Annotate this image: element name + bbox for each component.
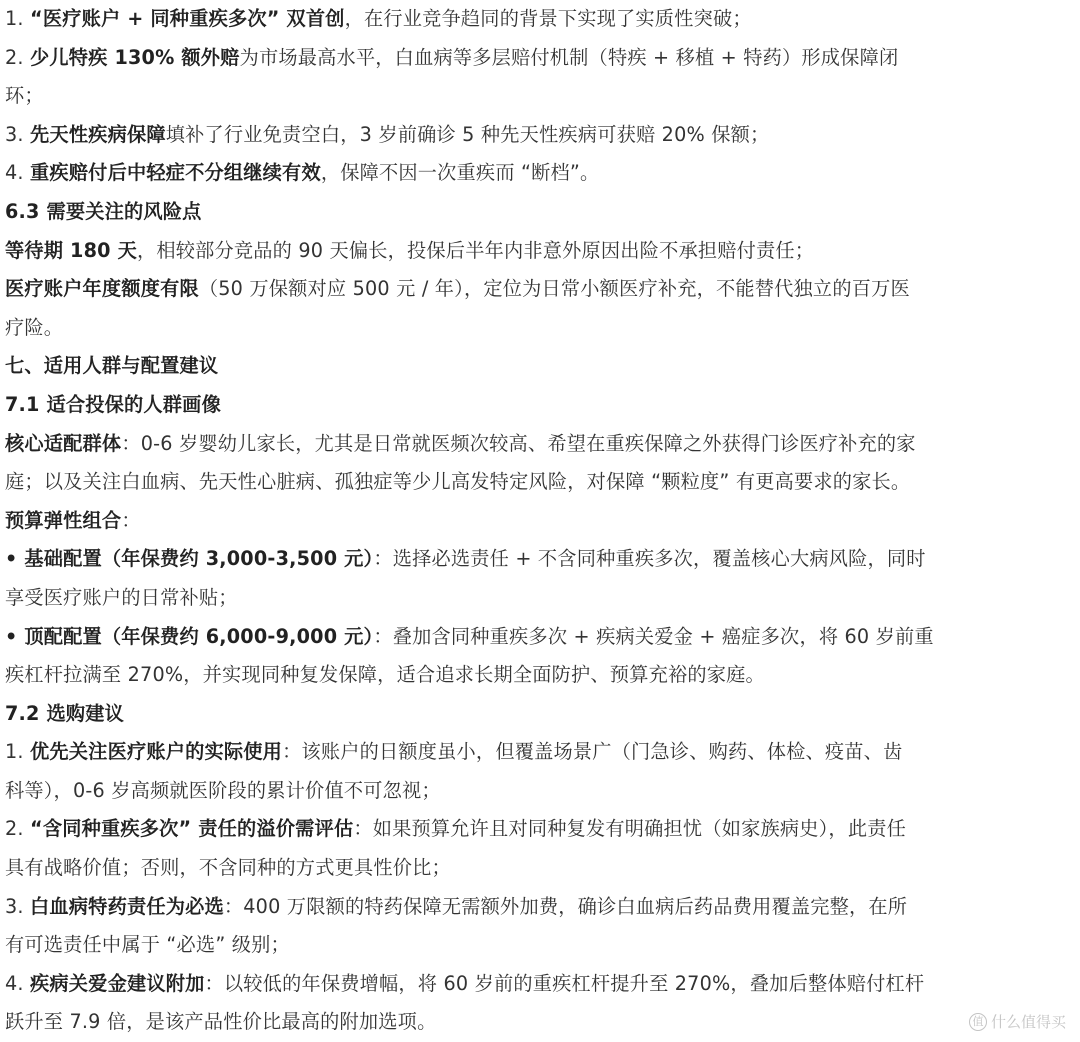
- watermark: [969, 1011, 1066, 1032]
- text-span: 庭；以及关注白血病、先天性心脏病、孤独症等少儿高发特定风险，对保障 “颗粒度” 有更高要求的家长。: [5, 470, 911, 494]
- bold-text: 七、适用人群与配置建议: [5, 354, 219, 378]
- bold-text: 重疾赔付后中轻症不分组继续有效: [30, 161, 321, 185]
- text-span: 环；: [5, 84, 44, 108]
- section-heading: [5, 386, 1045, 425]
- text-line: [5, 232, 1045, 271]
- text-span: 有可选责任中属于 “必选” 级别；: [5, 933, 290, 957]
- bold-text: 7.2 选购建议: [5, 701, 125, 725]
- text-line: [5, 463, 1045, 502]
- text-span: 4.: [5, 161, 31, 185]
- section-heading: [5, 193, 1045, 232]
- text-span: 3.: [5, 894, 31, 918]
- bold-text: • 顶配配置（年保费约 6,000-9,000 元）: [5, 624, 374, 648]
- text-span: 跃升至 7.9 倍，是该产品性价比最高的附加选项。: [5, 1010, 437, 1034]
- bold-text: 先天性疾病保障: [30, 122, 166, 146]
- text-span: ：: [121, 508, 141, 532]
- text-span: 为市场最高水平，白血病等多层赔付机制（特疾 + 移植 + 特药）形成保障闭: [239, 45, 899, 69]
- text-line: [5, 425, 1045, 464]
- text-span: 具有战略价值；否则，不含同种的方式更具性价比；: [5, 856, 451, 880]
- text-span: 疗险。: [5, 315, 64, 339]
- text-span: ：以较低的年保费增幅，将 60 岁前的重疾杠杆提升至 270%，叠加后整体赔付杠杆: [204, 971, 925, 995]
- text-line: [5, 540, 1045, 579]
- text-span: ：如果预算允许且对同种复发有明确担忧（如家族病史），此责任: [353, 817, 906, 841]
- bold-text: 少儿特疾 130% 额外赔: [30, 45, 240, 69]
- text-line: [5, 849, 1045, 888]
- bold-text: 白血病特药责任为必选: [30, 894, 224, 918]
- text-line: [5, 772, 1045, 811]
- bold-text: 优先关注医疗账户的实际使用: [30, 740, 283, 764]
- text-line: [5, 618, 1045, 657]
- text-span: ，在行业竞争趋同的背景下实现了实质性突破；: [344, 7, 752, 30]
- text-line: [5, 77, 1045, 116]
- text-span: 3.: [5, 122, 31, 146]
- text-span: ：叠加含同种重疾多次 + 疾病关爱金 + 癌症多次，将 60 岁前重: [373, 624, 934, 648]
- text-line: [5, 154, 1045, 193]
- bold-text: • 基础配置（年保费约 3,000-3,500 元）: [5, 547, 374, 571]
- text-span: 科等），0-6 岁高频就医阶段的累计价值不可忽视；: [5, 778, 441, 802]
- text-span: 2.: [5, 45, 31, 69]
- text-line: [5, 309, 1045, 348]
- text-span: ：400 万限额的特药保障无需额外加费，确诊白血病后药品费用覆盖完整，在所: [223, 894, 908, 918]
- text-span: （50 万保额对应 500 元 / 年），定位为日常小额医疗补充，不能替代独立的百万医: [198, 277, 910, 301]
- text-line: [5, 39, 1045, 78]
- watermark-text: 什么值得买: [990, 1013, 1066, 1031]
- bold-text: 疾病关爱金建议附加: [30, 971, 205, 995]
- text-span: ：选择必选责任 + 不含同种重疾多次，覆盖核心大病风险，同时: [373, 547, 926, 571]
- text-line: [5, 502, 1045, 541]
- text-line: [5, 888, 1045, 927]
- text-line: [5, 965, 1045, 1004]
- text-line: [5, 926, 1045, 965]
- section-heading: [5, 347, 1045, 386]
- text-line: [5, 733, 1045, 772]
- text-span: ，保障不因一次重疾而 “断档”。: [320, 161, 600, 185]
- text-line: [5, 116, 1045, 155]
- text-span: 1.: [5, 740, 31, 764]
- text-line: [5, 810, 1045, 849]
- text-span: 疾杠杆拉满至 270%，并实现同种复发保障，适合追求长期全面防护、预算充裕的家庭。: [5, 663, 765, 687]
- bold-text: 等待期 180 天: [5, 238, 137, 262]
- section-heading: [5, 695, 1045, 734]
- text-span: 享受医疗账户的日常补贴；: [5, 585, 238, 609]
- text-line: [5, 0, 1045, 39]
- value-icon: 值: [969, 1013, 987, 1031]
- text-line: [5, 270, 1045, 309]
- text-span: 2.: [5, 817, 31, 841]
- bold-text: 医疗账户年度额度有限: [5, 277, 199, 301]
- text-span: ，相较部分竞品的 90 天偏长，投保后半年内非意外原因出险不承担赔付责任；: [136, 238, 815, 262]
- bold-text: 预算弹性组合: [5, 508, 122, 532]
- bold-text: “医疗账户 + 同种重疾多次” 双首创: [30, 7, 345, 30]
- bold-text: 核心适配群体: [5, 431, 122, 455]
- text-line: [5, 579, 1045, 618]
- text-line: [5, 656, 1045, 695]
- bold-text: 7.1 适合投保的人群画像: [5, 392, 221, 416]
- text-line: [5, 1003, 1045, 1042]
- bold-text: 6.3 需要关注的风险点: [5, 199, 202, 223]
- bold-text: “含同种重疾多次” 责任的溢价需评估: [30, 817, 354, 841]
- text-span: ：该账户的日额度虽小，但覆盖场景广（门急诊、购药、体检、疫苗、齿: [282, 740, 903, 764]
- article-body: [5, 0, 1045, 1042]
- text-span: 1.: [5, 7, 31, 30]
- text-span: 填补了行业免责空白，3 岁前确诊 5 种先天性疾病可获赔 20% 保额；: [165, 122, 770, 146]
- text-span: ：0-6 岁婴幼儿家长，尤其是日常就医频次较高、希望在重疾保障之外获得门诊医疗补充的家: [121, 431, 916, 455]
- text-span: 4.: [5, 971, 31, 995]
